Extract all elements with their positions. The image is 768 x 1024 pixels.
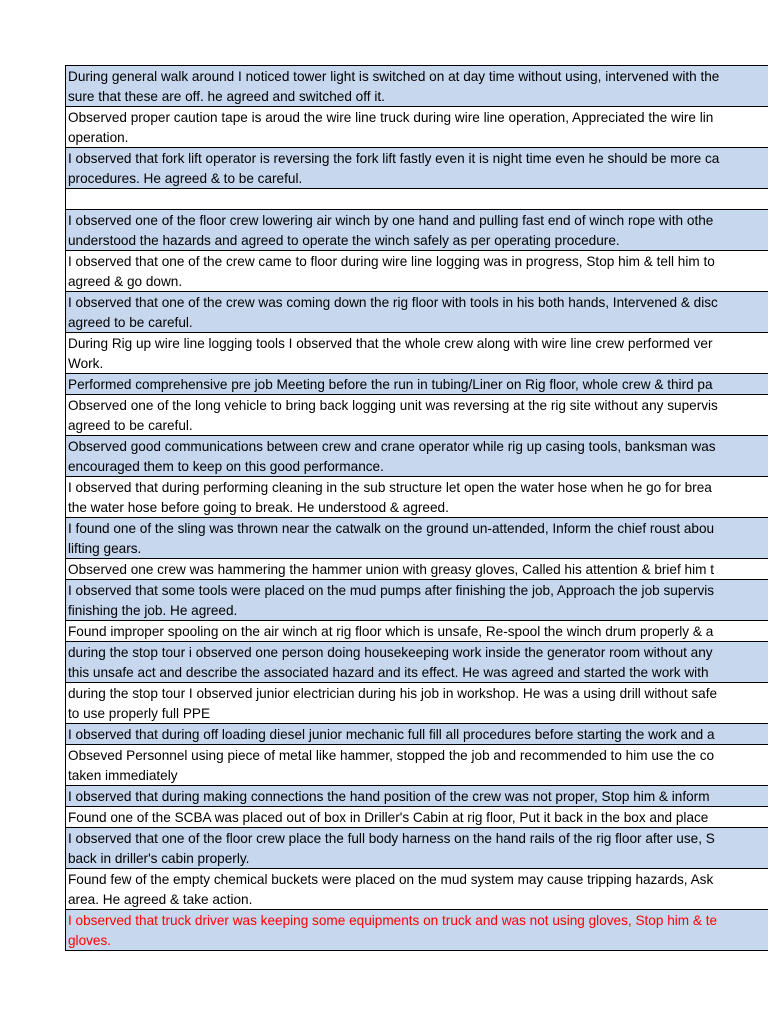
cell-text-line: back in driller's cabin properly. xyxy=(68,851,250,866)
cell-text-line: agreed & go down. xyxy=(68,274,183,289)
cell-text-line: encouraged them to keep on this good performance. xyxy=(68,459,384,474)
table-row[interactable] xyxy=(66,292,768,333)
table-row[interactable] xyxy=(66,910,768,951)
observation-sheet xyxy=(65,65,768,951)
cell-text-line: this unsafe act and describe the associated hazard and its effect. He was agreed and started the work with xyxy=(68,665,709,680)
cell-text-line: I observed that truck driver was keeping some equipments on truck and was not using gloves, Stop him & te xyxy=(68,913,718,928)
cell-text-line: Found few of the empty chemical buckets were placed on the mud system may cause tripping hazards, Ask xyxy=(68,872,714,887)
cell-text-line: I observed that during performing cleaning in the sub structure let open the water hose when he go for brea xyxy=(68,480,712,495)
cell-text-line: operation. xyxy=(68,130,129,145)
cell-text-line: Obseved Personnel using piece of metal like hammer, stopped the job and recommended to him use the co xyxy=(68,748,715,763)
cell-text-line: Performed comprehensive pre job Meeting before the run in tubing/Liner on Rig floor, whole crew & third pa xyxy=(68,377,713,392)
cell-text-line: I observed that some tools were placed on the mud pumps after finishing the job, Approach the job supervis xyxy=(68,583,715,598)
cell-text-line: I observed that one of the floor crew place the full body harness on the hand rails of the rig floor after use, S xyxy=(68,831,715,846)
table-row[interactable] xyxy=(66,621,768,642)
table-row[interactable] xyxy=(66,374,768,395)
cell-text-line: Found one of the SCBA was placed out of box in Driller's Cabin at rig floor, Put it back in the box and place xyxy=(68,810,709,825)
cell-text-line: Observed good communications between crew and crane operator while rig up casing tools, banksman was xyxy=(68,439,716,454)
cell-text-line: procedures. He agreed & to be careful. xyxy=(68,171,303,186)
cell-text-line: During Rig up wire line logging tools I observed that the whole crew along with wire line crew performed ver xyxy=(68,336,713,351)
cell-text-line: I observed that fork lift operator is reversing the fork lift fastly even it is night time even he should be more ca xyxy=(68,151,720,166)
cell-text-line: finishing the job. He agreed. xyxy=(68,603,238,618)
table-row[interactable] xyxy=(66,518,768,559)
cell-text-line: during the stop tour I observed junior electrician during his job in workshop. He was a using drill without safe xyxy=(68,686,718,701)
table-row[interactable] xyxy=(66,333,768,374)
table-row[interactable] xyxy=(66,724,768,745)
cell-text-line: Observed one of the long vehicle to bring back logging unit was reversing at the rig site without any supervis xyxy=(68,398,718,413)
table-row[interactable] xyxy=(66,66,768,107)
cell-text-line: Found improper spooling on the air winch at rig floor which is unsafe, Re-spool the winch drum properly & a xyxy=(68,624,714,639)
table-row[interactable] xyxy=(66,786,768,807)
cell-text-line: Observed one crew was hammering the hammer union with greasy gloves, Called his attention & brief him t xyxy=(68,562,715,577)
table-row[interactable] xyxy=(66,642,768,683)
cell-text-line: I observed that during making connections the hand position of the crew was not proper, Stop him & inform xyxy=(68,789,710,804)
table-row[interactable] xyxy=(66,869,768,910)
table-row[interactable] xyxy=(66,828,768,869)
cell-text-line: during the stop tour i observed one person doing housekeeping work inside the generator room without any xyxy=(68,645,713,660)
table-row[interactable] xyxy=(66,107,768,148)
cell-text-line: area. He agreed & take action. xyxy=(68,892,253,907)
table-row[interactable] xyxy=(66,745,768,786)
table-row[interactable] xyxy=(66,559,768,580)
cell-text-line: I observed that during off loading diesel junior mechanic full fill all procedures before starting the work and a xyxy=(68,727,715,742)
cell-text-line: I observed one of the floor crew lowering air winch by one hand and pulling fast end of winch rope with othe xyxy=(68,213,714,228)
cell-text-line: understood the hazards and agreed to operate the winch safely as per operating procedure. xyxy=(68,233,620,248)
cell-text-line: agreed to be careful. xyxy=(68,315,193,330)
cell-text-line: Work. xyxy=(68,356,104,371)
cell-text-line: I observed that one of the crew was coming down the rig floor with tools in his both hands, Intervened & disc xyxy=(68,295,718,310)
table-row[interactable] xyxy=(66,807,768,828)
table-row[interactable] xyxy=(66,395,768,436)
table-row[interactable] xyxy=(66,436,768,477)
cell-text-line: taken immediately xyxy=(68,768,178,783)
table-row[interactable] xyxy=(66,148,768,189)
table-row[interactable] xyxy=(66,683,768,724)
cell-text-line: gloves. xyxy=(68,933,112,948)
cell-text-line: agreed to be careful. xyxy=(68,418,193,433)
table-row[interactable] xyxy=(66,477,768,518)
cell-text-line: to use properly full PPE xyxy=(68,706,211,721)
table-row[interactable] xyxy=(66,210,768,251)
table-row[interactable] xyxy=(66,251,768,292)
cell-text-line: sure that these are off. he agreed and switched off it. xyxy=(68,89,385,104)
cell-text-line: I found one of the sling was thrown near the catwalk on the ground un-attended, Inform the chief roust abou xyxy=(68,521,715,536)
table-row[interactable] xyxy=(66,580,768,621)
cell-text-line: I observed that one of the crew came to floor during wire line logging was in progress, Stop him & tell him to xyxy=(68,254,715,269)
cell-text-line: lifting gears. xyxy=(68,541,142,556)
table-row[interactable] xyxy=(66,189,768,210)
cell-text-line: Observed proper caution tape is aroud the wire line truck during wire line operation, Appreciated the wire lin xyxy=(68,110,714,125)
cell-text-line: the water hose before going to break. He understood & agreed. xyxy=(68,500,449,515)
cell-text-line: During general walk around I noticed tower light is switched on at day time without using, intervened with the xyxy=(68,69,720,84)
cell-text-line xyxy=(68,190,768,210)
